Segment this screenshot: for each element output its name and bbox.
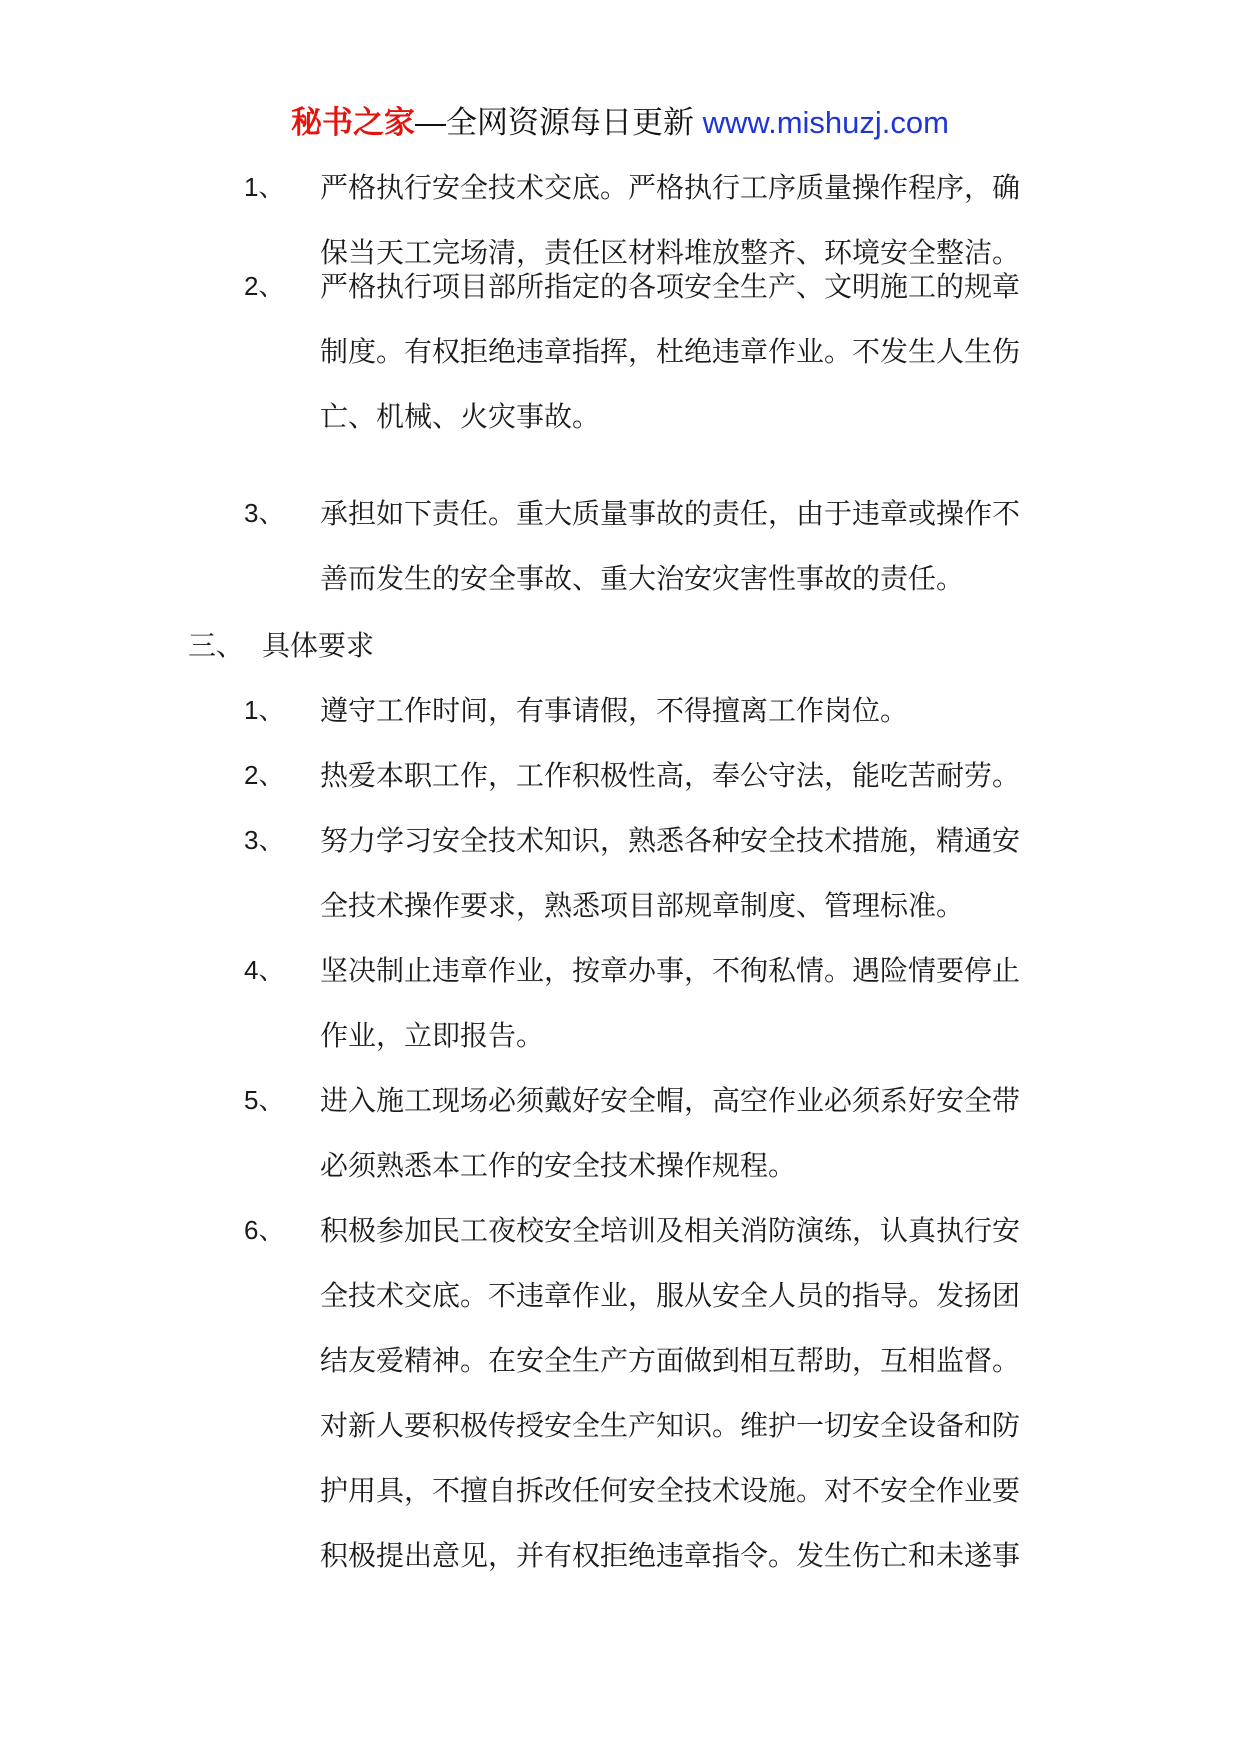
item-text <box>320 938 1060 1068</box>
text-line: 坚决制止违章作业，按章办事，不徇私情。遇险情要停止 <box>320 954 1021 987</box>
section-title: 具体要求 <box>262 629 375 662</box>
text-line: 积极参加民工夜校安全培训及相关消防演练，认真执行安 <box>320 1214 1021 1247</box>
text-line: 结友爱精神。在安全生产方面做到相互帮助，互相监督。 <box>320 1344 1021 1377</box>
item-text <box>320 678 1060 743</box>
text-line: 护用具，不擅自拆改任何安全技术设施。对不安全作业要 <box>320 1474 1021 1507</box>
brand-name: 秘书之家 <box>291 105 416 140</box>
text-line: 积极提出意见，并有权拒绝违章指令。发生伤亡和未遂事 <box>320 1539 1021 1572</box>
text-line: 严格执行项目部所指定的各项安全生产、文明施工的规章 <box>320 270 1021 303</box>
item-text <box>320 1198 1060 1588</box>
text-line: 保当天工完场清，责任区材料堆放整齐、环境安全整洁。 <box>320 236 1021 269</box>
item-text <box>320 743 1060 808</box>
item-number: 3、 <box>244 498 285 528</box>
text-line: 承担如下责任。重大质量事故的责任，由于违章或操作不 <box>320 497 1021 530</box>
item-text <box>320 1068 1060 1198</box>
text-line: 遵守工作时间，有事请假，不得擅离工作岗位。 <box>320 694 909 727</box>
item-number: 6、 <box>244 1215 285 1245</box>
site-url-link[interactable]: www.mishuzj.com <box>702 105 949 140</box>
text-line: 对新人要积极传授安全生产知识。维护一切安全设备和防 <box>320 1409 1021 1442</box>
text-line: 严格执行安全技术交底。严格执行工序质量操作程序，确 <box>320 171 1021 204</box>
text-line: 进入施工现场必须戴好安全帽，高空作业必须系好安全带 <box>320 1084 1021 1117</box>
item-number: 2、 <box>244 271 285 301</box>
text-line: 必须熟悉本工作的安全技术操作规程。 <box>320 1149 797 1182</box>
item-number: 1、 <box>244 695 285 725</box>
item-number: 5、 <box>244 1085 285 1115</box>
item-number: 3、 <box>244 825 285 855</box>
text-line: 热爱本职工作，工作积极性高，奉公守法，能吃苦耐劳。 <box>320 759 1021 792</box>
item-text <box>320 254 1060 449</box>
item-text <box>320 808 1060 938</box>
text-line: 制度。有权拒绝违章指挥，杜绝违章作业。不发生人生伤 <box>320 335 1021 368</box>
item-number: 1、 <box>244 172 285 202</box>
text-line: 努力学习安全技术知识，熟悉各种安全技术措施，精通安 <box>320 824 1021 857</box>
text-line: 善而发生的安全事故、重大治安灾害性事故的责任。 <box>320 562 965 595</box>
item-number: 4、 <box>244 955 285 985</box>
item-number: 2、 <box>244 760 285 790</box>
banner-tagline: —全网资源每日更新 <box>415 105 695 140</box>
text-line: 全技术交底。不违章作业，服从安全人员的指导。发扬团 <box>320 1279 1021 1312</box>
text-line: 全技术操作要求，熟悉项目部规章制度、管理标准。 <box>320 889 965 922</box>
text-line: 作业，立即报告。 <box>320 1019 545 1052</box>
section-number: 三、 <box>188 629 245 662</box>
item-text <box>320 481 1060 611</box>
text-line: 亡、机械、火灾事故。 <box>320 400 601 433</box>
